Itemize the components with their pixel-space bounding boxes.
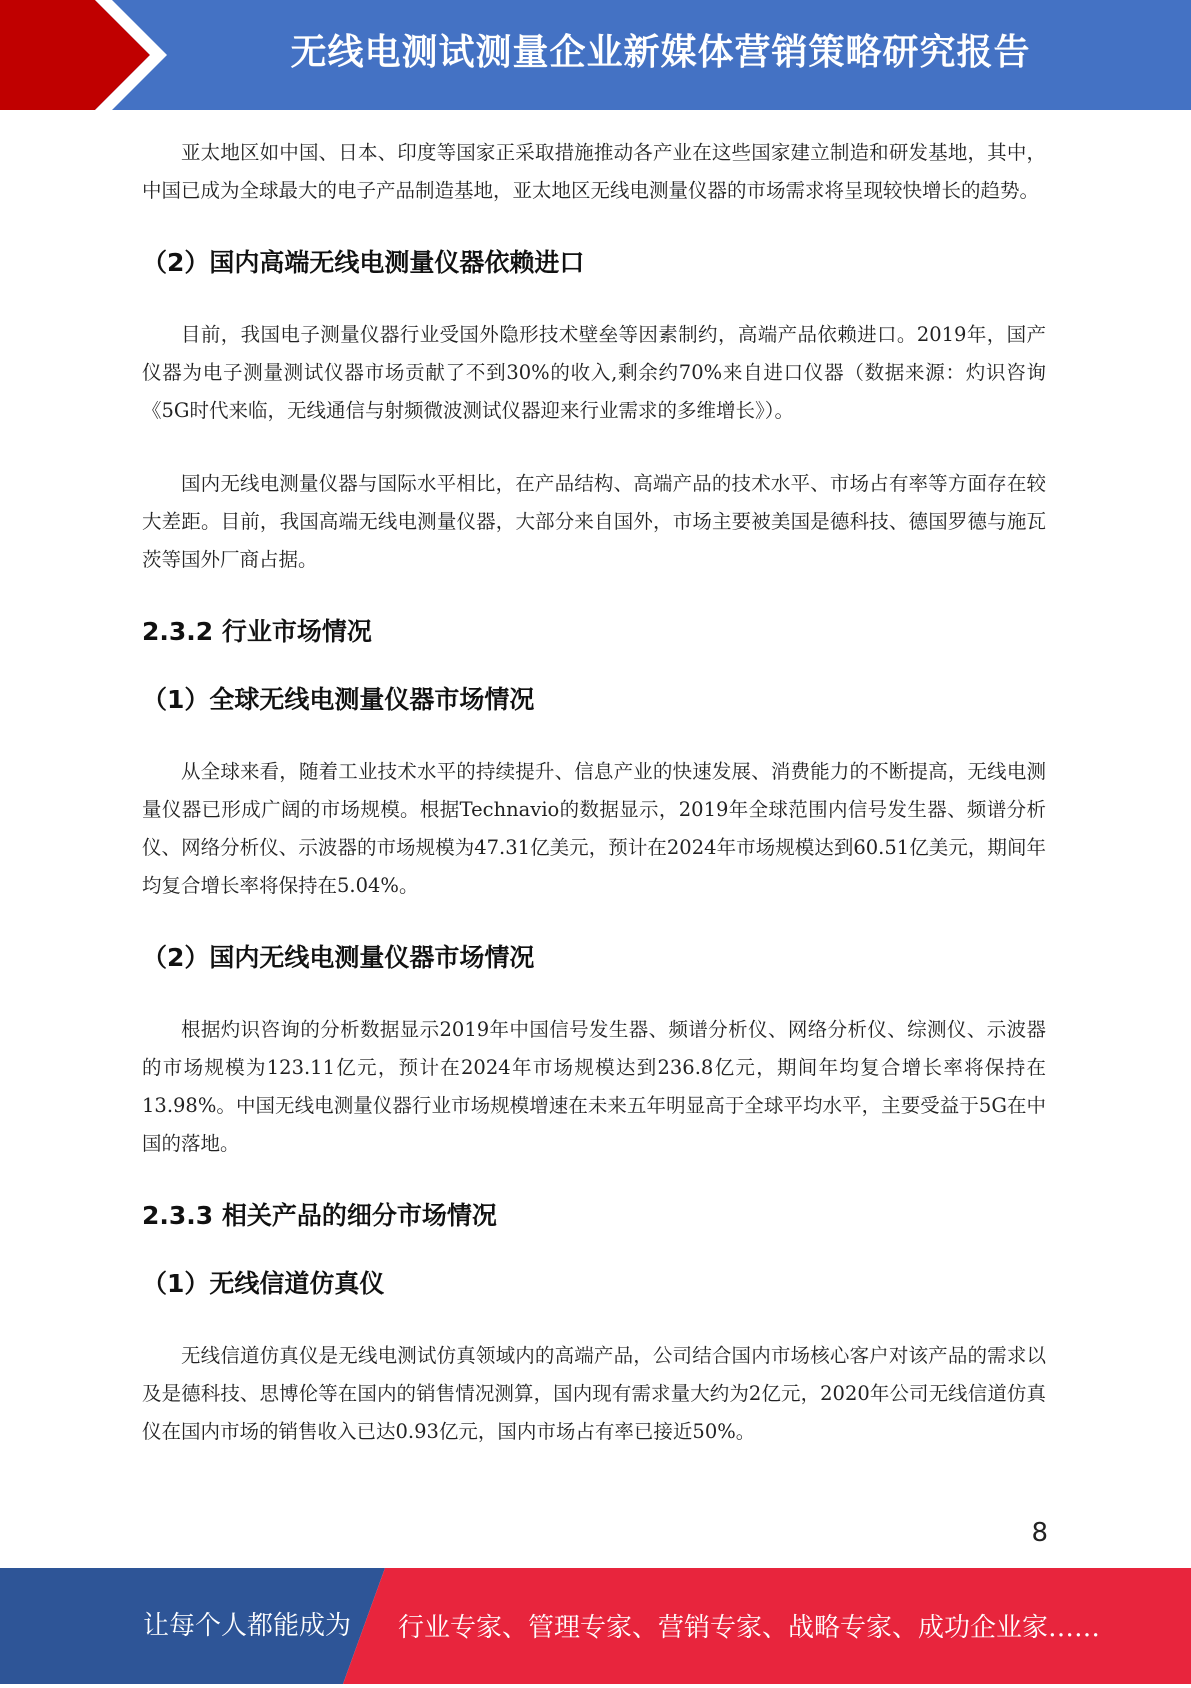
paragraph-domestic-market: 根据灼识咨询的分析数据显示2019年中国信号发生器、频谱分析仪、网络分析仪、综测仪、示波器的市场规模为123.11亿元，预计在2024年市场规模达到236.8亿元，期间年均复合增长率将保持在13.98%。中国无线电测量仪器行业市场规模增速在未来五年明显高于全球平均水平，主要受益于5G在中国的落地。 [142, 1018, 1046, 1155]
footer-slogan-right: 行业专家、管理专家、营销专家、战略专家、成功企业家…… [398, 1613, 1101, 1643]
heading-section-2-3-2: 2.3.2 行业市场情况 [142, 617, 372, 646]
paragraph-global-market: 从全球来看，随着工业技术水平的持续提升、信息产业的快速发展、消费能力的不断提高，无线电测量仪器已形成广阔的市场规模。根据Technavio的数据显示，2019年全球范围内信号发生器、频谱分析仪、网络分析仪、示波器的市场规模为47.31亿美元，预计在2024年市场规模达到60.51亿美元，期间年均复合增长率将保持在5.04%。 [142, 760, 1046, 897]
paragraph-international-gap: 国内无线电测量仪器与国际水平相比，在产品结构、高端产品的技术水平、市场占有率等方面存在较大差距。目前，我国高端无线电测量仪器，大部分来自国外，市场主要被美国是德科技、德国罗德与施瓦茨等国外厂商占据。 [142, 472, 1046, 571]
page-header [0, 0, 1191, 110]
heading-domestic-market: （2）国内无线电测量仪器市场情况 [142, 943, 535, 972]
paragraph-channel-emulator: 无线信道仿真仪是无线电测试仿真领域内的高端产品，公司结合国内市场核心客户对该产品的需求以及是德科技、思博伦等在国内的销售情况测算，国内现有需求量大约为2亿元，2020年公司无线信道仿真仪在国内市场的销售收入已达0.93亿元，国内市场占有率已接近50%。 [142, 1344, 1046, 1443]
report-title: 无线电测试测量企业新媒体营销策略研究报告 [290, 32, 1031, 73]
footer-slogan-left: 让每个人都能成为 [143, 1611, 352, 1641]
paragraph-import-dependency: 目前，我国电子测量仪器行业受国外隐形技术壁垒等因素制约，高端产品依赖进口。2019年，国产仪器为电子测量测试仪器市场贡献了不到30%的收入,剩余约70%来自进口仪器（数据来源：灼识咨询《5G时代来临，无线通信与射频微波测试仪器迎来行业需求的多维增长》）。 [142, 323, 1046, 422]
heading-channel-emulator: （1）无线信道仿真仪 [142, 1269, 385, 1298]
heading-section-2-3-3: 2.3.3 相关产品的细分市场情况 [142, 1201, 497, 1230]
page-number: 8 [1031, 1518, 1048, 1548]
heading-global-market: （1）全球无线电测量仪器市场情况 [142, 685, 535, 714]
paragraph-asia-pacific: 亚太地区如中国、日本、印度等国家正采取措施推动各产业在这些国家建立制造和研发基地，其中，中国已成为全球最大的电子产品制造基地，亚太地区无线电测量仪器的市场需求将呈现较快增长的趋势。 [142, 141, 1046, 202]
page-footer [0, 1568, 1191, 1684]
page-content [142, 134, 1046, 1451]
heading-domestic-highend-import: （2）国内高端无线电测量仪器依赖进口 [142, 248, 585, 277]
